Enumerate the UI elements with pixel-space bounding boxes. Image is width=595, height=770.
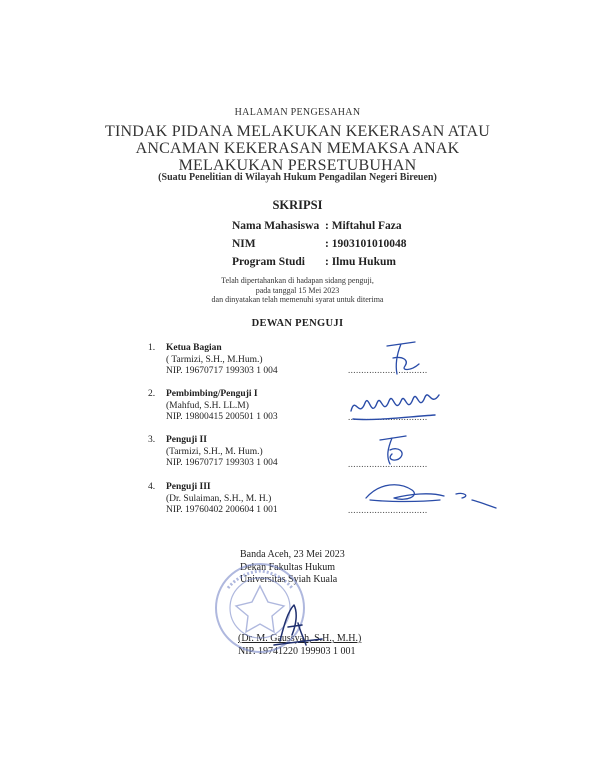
defense-line: Telah dipertahankan di hadapan sidang penguji,	[221, 276, 374, 285]
examiner-role: Penguji III	[166, 482, 211, 492]
examiner-number: 2.	[148, 389, 156, 399]
thesis-subtitle: (Suatu Penelitian di Wilayah Hukum Pengadilan Negeri Bireuen)	[158, 172, 437, 183]
institution-name: Universitas Syiah Kuala	[240, 574, 338, 585]
examiner-nip: NIP. 19670717 199303 1 004	[166, 366, 278, 376]
examiner-name: (Tarmizi, S.H., M. Hum.)	[166, 446, 263, 457]
dean-name: (Dr. M. Gaussyah, S.H., M.H.)	[238, 633, 362, 644]
student-nim-label: NIM	[232, 238, 256, 250]
examiner-number: 3.	[148, 435, 156, 445]
title-line: ANCAMAN KEKERASAN MEMAKSA ANAK	[135, 140, 460, 157]
examiner-number: 1.	[148, 343, 156, 353]
council-title: DEWAN PENGUJI	[251, 318, 344, 329]
place-date: Banda Aceh, 23 Mei 2023	[240, 549, 345, 560]
examiner-nip: NIP. 19760402 200604 1 001	[166, 505, 278, 515]
document-type: SKRIPSI	[272, 198, 323, 212]
defense-line: pada tanggal 15 Mei 2023	[255, 285, 340, 295]
dean-position: Dekan Fakultas Hukum	[240, 561, 335, 573]
examiner-name: (Mahfud, S.H. LL.M)	[166, 400, 249, 411]
signature-line-4: ..............................	[348, 505, 428, 515]
signature-examiner-2	[345, 385, 445, 427]
study-program-label: Program Studi	[232, 256, 305, 268]
signature-dean	[262, 595, 332, 650]
student-name-label: Nama Mahasiswa	[232, 220, 320, 232]
signature-line-2: ..............................	[348, 412, 428, 422]
signature-examiner-1	[375, 338, 435, 378]
examiner-name: ( Tarmizi, S.H., M.Hum.)	[166, 354, 263, 365]
examiner-number: 4.	[148, 482, 156, 492]
title-line: TINDAK PIDANA MELAKUKAN KEKERASAN ATAU	[105, 123, 490, 140]
thesis-title	[0, 123, 595, 174]
signature-examiner-4	[360, 476, 500, 514]
examiner-nip: NIP. 19670717 199303 1 004	[166, 458, 278, 468]
page-header: HALAMAN PENGESAHAN	[234, 107, 361, 118]
examiner-role: Penguji II	[166, 435, 207, 445]
examiner-name: (Dr. Sulaiman, S.H., M. H.)	[166, 493, 272, 504]
examiner-role: Ketua Bagian	[166, 343, 222, 353]
signature-line-3: ..............................	[348, 459, 428, 469]
dean-nip: NIP. 19741220 199903 1 001	[238, 645, 356, 657]
examiner-role: Pembimbing/Penguji I	[166, 389, 258, 399]
signature-examiner-3	[372, 430, 422, 470]
study-program-value: : Ilmu Hukum	[325, 256, 396, 268]
title-line: MELAKUKAN PERSETUBUHAN	[178, 157, 417, 174]
student-nim-value: : 1903101010048	[325, 238, 407, 250]
examiner-nip: NIP. 19800415 200501 1 003	[166, 412, 278, 422]
defense-line: dan dinyatakan telah memenuhi syarat untuk diterima	[211, 295, 384, 304]
student-name-value: : Miftahul Faza	[325, 220, 402, 232]
defense-statement	[0, 276, 595, 305]
signature-line-1: ..............................	[348, 365, 428, 375]
